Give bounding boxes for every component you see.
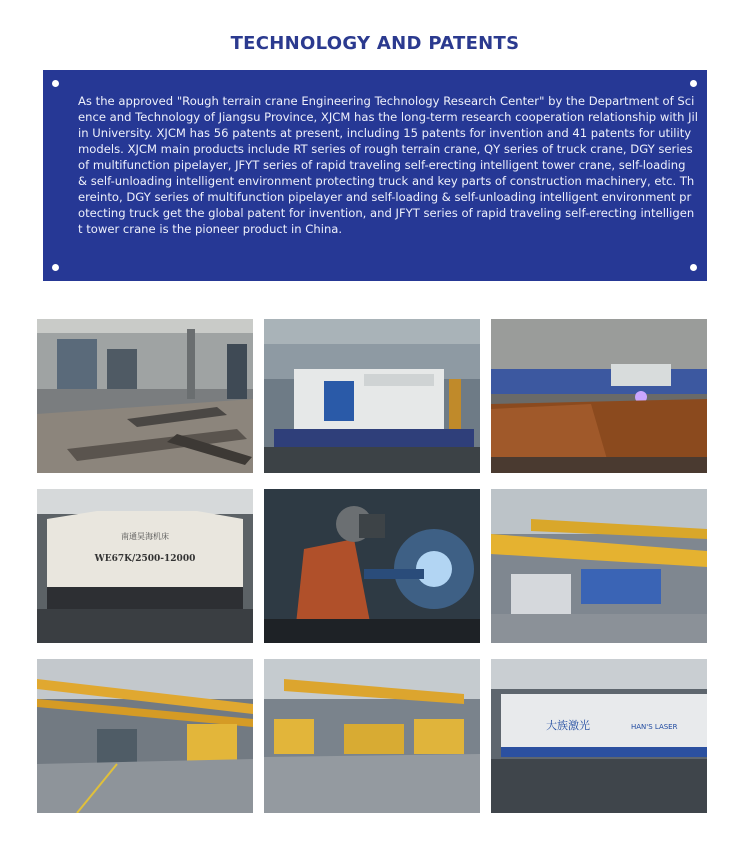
plasma-cutting-photo — [491, 319, 707, 473]
press-brake-photo — [37, 489, 253, 643]
welder-photo — [264, 489, 480, 643]
corner-dot-bottom-left — [52, 264, 59, 271]
cutting-machine-photo — [264, 319, 480, 473]
section-title: TECHNOLOGY AND PATENTS — [230, 33, 520, 54]
corner-dot-bottom-right — [690, 264, 697, 271]
crane-production-line-photo — [264, 659, 480, 813]
press-brake-model-text: WE67K/2500-12000 — [94, 554, 196, 564]
laser-brand-text: 大族激光 — [546, 719, 590, 732]
corner-dot-top-left — [52, 80, 59, 87]
corner-dot-top-right — [690, 80, 697, 87]
press-brake-sign-text: 南通昊海机床 — [121, 532, 169, 541]
crane-boom-assembly-photo — [491, 489, 707, 643]
description-text: As the approved "Rough terrain crane Engineering Technology Research Center" by the Department of Science and Technology of Jiangsu Province, XJCM has the long-term research cooperation relationship with Jilin University. XJCM has 56 patents at present, including 15 patents for invention and 41 patents for utility models. XJCM main products include RT series of rough terrain crane, QY series of truck crane, DGY series of multifunction pipelayer, JFYT series of rapid traveling self-erecting intelligent tower crane, self-loading & self-unloading intelligent environment protecting truck and key parts of construction machinery, etc. Thereinto, DGY series of multifunction pipelayer and self-loading & self-unloading intelligent environment protecting truck get the global patent for invention, and JFYT series of rapid traveling self-erecting intelligent tower crane is the pioneer product in China. — [78, 94, 698, 236]
description-panel — [43, 70, 707, 281]
crane-hall-photo — [37, 659, 253, 813]
workshop-steel-parts-photo — [37, 319, 253, 473]
laser-label-text: HAN'S LASER — [631, 723, 678, 731]
laser-cutting-machine-photo — [491, 659, 707, 813]
